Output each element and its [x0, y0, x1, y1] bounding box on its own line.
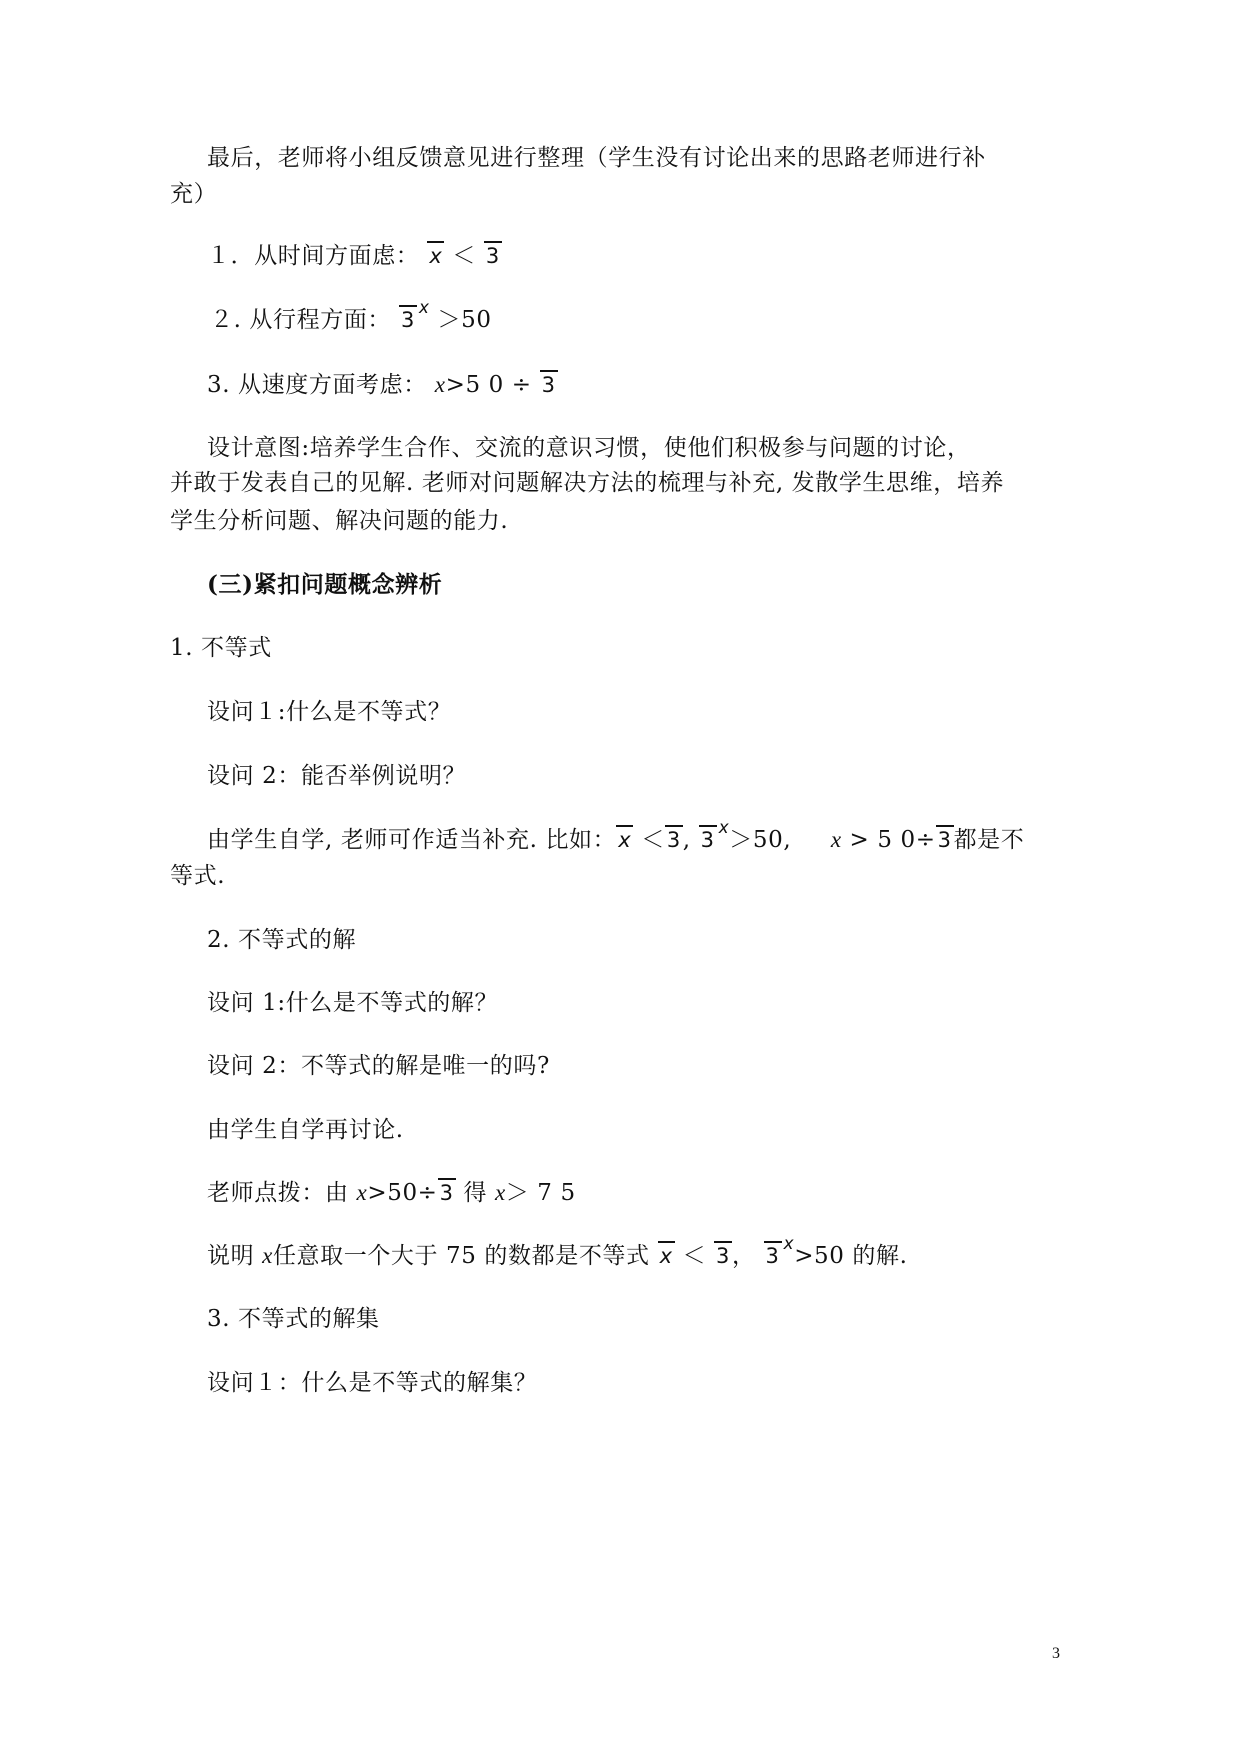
s2-question1: 设问 1:什么是不等式的解？	[207, 990, 499, 1016]
s1-question2: 设问 2：能否举例说明？	[207, 763, 467, 789]
item-time	[207, 241, 502, 271]
design-intent-line2: 并敢于发表自己的见解. 老师对问题解决方法的梳理与补充, 发散学生思维，培养	[170, 470, 1005, 496]
s2-hint-tail: ＞ 7 5	[505, 1180, 576, 1206]
item-distance-num: 3	[399, 305, 417, 331]
item-distance-label: ２. 从行程方面：	[210, 307, 392, 333]
item-speed-label: 3. 从速度方面考虑：	[207, 372, 427, 398]
s2-hint-de: 得	[463, 1180, 488, 1206]
s2-explain-prefix: 说明	[207, 1243, 255, 1269]
s1-example-line2: 等式.	[170, 863, 226, 889]
s2-explain-tail: >50 的解.	[794, 1243, 908, 1269]
s2-hint-var2: x	[494, 1180, 506, 1205]
page-number: 3	[1052, 1645, 1060, 1662]
item-time-op: ＜	[452, 243, 476, 269]
s1-example-sup2: x	[718, 818, 730, 838]
s2-explain-var2: x	[658, 1241, 675, 1267]
item-speed-num: 3	[540, 370, 558, 396]
s1-example-num2: 3	[699, 825, 717, 851]
item-distance-sup: x	[418, 298, 430, 318]
s2-explain-num2: 3	[764, 1241, 782, 1267]
s1-example-num1: 3	[665, 825, 683, 851]
s1-example-tail: 都是不	[953, 827, 1025, 853]
s2-explain-comma: ，	[732, 1243, 756, 1269]
s1-example-var1: x	[616, 825, 633, 851]
s1-example-prefix: 由学生自学, 老师可作适当补充. 比如：	[207, 827, 617, 853]
s2-hint-num: 3	[438, 1178, 456, 1204]
s2-title: 2. 不等式的解	[207, 927, 357, 953]
s2-explain	[207, 1234, 908, 1273]
s1-example-op1: ＜	[641, 827, 665, 853]
paragraph-summary-line1: 最后，老师将小组反馈意见进行整理（学生没有讨论出来的思路老师进行补	[207, 145, 986, 171]
s1-title: 1. 不等式	[170, 635, 272, 661]
s1-example-rest3: > 5 0÷	[849, 827, 936, 853]
s2-explain-var: x	[262, 1243, 273, 1268]
s2-explain-op: ＜	[682, 1243, 707, 1269]
s3-title: 3. 不等式的解集	[207, 1306, 380, 1332]
s2-explain-sup2: x	[783, 1234, 795, 1254]
s1-example-num3: 3	[936, 825, 954, 851]
s1-example-rest2: ＞50,	[729, 827, 792, 853]
s2-explain-num: 3	[714, 1241, 732, 1267]
s2-hint	[207, 1178, 576, 1208]
design-intent-line1: 设计意图:培养学生合作、交流的意识习惯，使他们积极参与问题的讨论，	[207, 435, 971, 461]
item-distance-rest: ＞50	[437, 307, 492, 333]
item-speed-rest: >5 0 ÷	[445, 372, 532, 398]
s3-question1: 设问１：什么是不等式的解集？	[207, 1370, 538, 1396]
s2-hint-prefix: 老师点拨：由	[207, 1180, 349, 1206]
s2-discuss: 由学生自学再讨论.	[207, 1117, 404, 1143]
section-heading: (三)紧扣问题概念辨析	[207, 571, 443, 598]
s2-explain-mid: 任意取一个大于 75 的数都是不等式	[272, 1243, 650, 1269]
item-time-label: １．从时间方面虑：	[207, 243, 420, 269]
design-intent-line3: 学生分析问题、解决问题的能力.	[170, 508, 509, 534]
s2-hint-var: x	[356, 1180, 368, 1205]
item-speed	[207, 370, 558, 400]
s1-example-var3: x	[830, 827, 842, 852]
s1-question1: 设问１:什么是不等式？	[207, 699, 452, 725]
s2-hint-mid: >50÷	[367, 1180, 438, 1206]
s1-example-line1	[207, 818, 1025, 857]
item-time-var: x	[427, 241, 444, 267]
item-distance	[210, 298, 492, 337]
item-time-num: 3	[484, 241, 502, 267]
paragraph-summary-line2: 充）	[170, 181, 218, 207]
item-speed-var: x	[434, 372, 446, 397]
s2-question2: 设问 2：不等式的解是唯一的吗?	[207, 1053, 550, 1079]
s1-example-comma: ,	[682, 827, 691, 853]
